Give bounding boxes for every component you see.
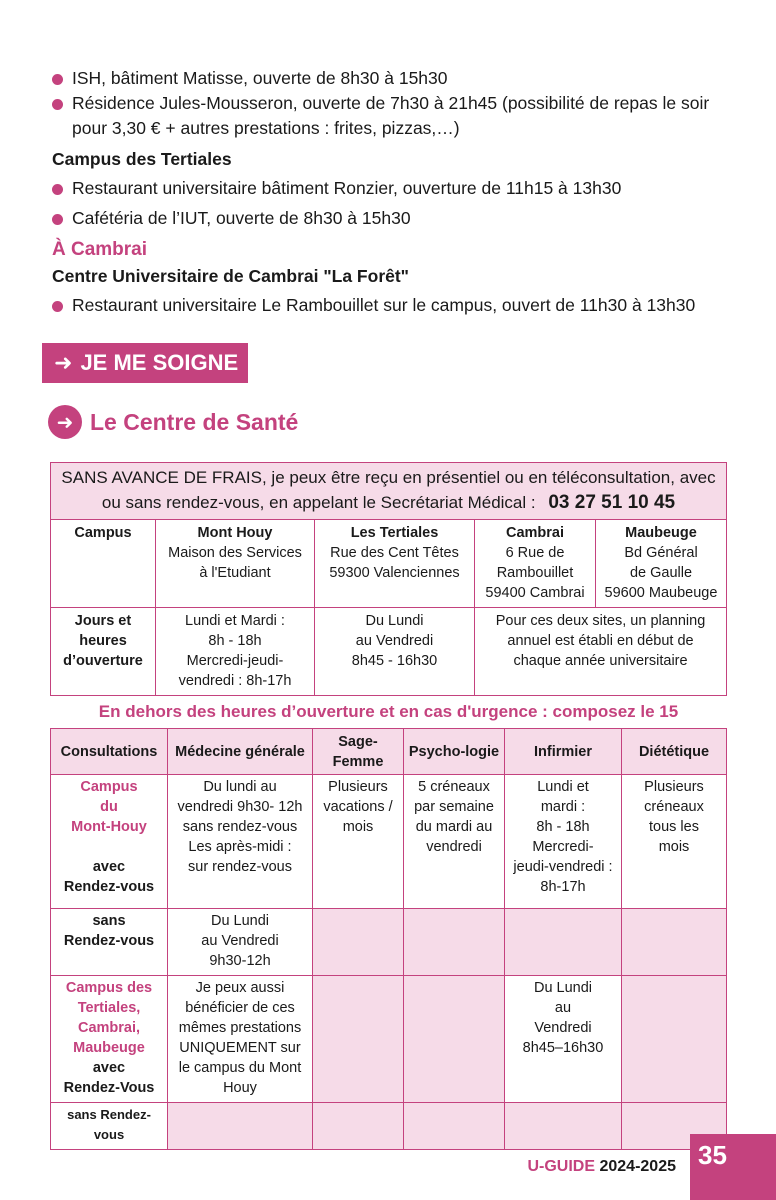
campus-maubeuge xyxy=(596,520,727,608)
row-label-tertiales xyxy=(51,976,168,1103)
campus-address-line: 59400 Cambrai xyxy=(485,585,585,601)
empty-cell xyxy=(505,909,622,976)
empty-cell xyxy=(404,1103,505,1150)
row-label-line: Campus des xyxy=(65,980,153,996)
cell-line: Du Lundi xyxy=(533,980,593,996)
cell-line: sur rendez-vous xyxy=(188,859,292,875)
row-label-line: Rendez-Vous xyxy=(63,1080,155,1096)
header-psychologie: Psycho-logie xyxy=(404,729,505,775)
hours-label xyxy=(51,608,156,696)
intro-cell xyxy=(51,463,727,520)
hours-line: Du Lundi xyxy=(365,613,424,629)
cell-medecine xyxy=(168,775,313,909)
urgence-notice: En dehors des heures d’ouverture et en cas d'urgence : composez le 15 xyxy=(98,702,679,721)
campus-address-line: 59600 Maubeuge xyxy=(604,585,718,601)
cell-line: Houy xyxy=(223,1080,257,1096)
campus-tertiales xyxy=(315,520,475,608)
campus-address-line: Maison des Services xyxy=(168,545,302,561)
cell-line: Je peux aussi xyxy=(195,980,285,996)
empty-cell xyxy=(313,909,404,976)
campus-address-line: Bd Général xyxy=(624,545,698,561)
arrow-right-icon: ➜ xyxy=(54,350,73,375)
hours-line: chaque année universitaire xyxy=(513,653,688,669)
cell-line: le campus du Mont xyxy=(178,1060,302,1076)
campus-name: Cambrai xyxy=(505,525,565,541)
hours-label-line: Jours et xyxy=(74,613,132,629)
hours-mont-houy xyxy=(156,608,315,696)
hours-line: vendredi : 8h-17h xyxy=(178,673,292,689)
cell-line: créneaux xyxy=(644,799,704,815)
cell-sage-femme xyxy=(313,775,404,909)
cell-medecine xyxy=(168,909,313,976)
empty-cell xyxy=(622,976,727,1103)
header-sage-femme: Sage-Femme xyxy=(313,729,404,775)
cell-dietetique xyxy=(622,775,727,909)
header-medecine: Médecine générale xyxy=(168,729,313,775)
campus-mont-houy xyxy=(156,520,315,608)
cell-infirmier xyxy=(505,775,622,909)
row-label-sans-rdv-2: sans Rendez-vous xyxy=(51,1103,168,1150)
section-title-text: Le Centre de Santé xyxy=(90,408,299,435)
brand-year: 2024-2025 xyxy=(599,1158,676,1175)
hours-tertiales xyxy=(315,608,475,696)
hours-line: au Vendredi xyxy=(355,633,434,649)
row-label-line: Mont-Houy xyxy=(71,819,147,835)
cell-medecine xyxy=(168,976,313,1103)
empty-cell xyxy=(404,976,505,1103)
phone-number: 03 27 51 10 45 xyxy=(548,492,676,513)
list-item: Cafétéria de l’IUT, ouverte de 8h30 à 15h30 xyxy=(52,206,742,231)
cell-line: 9h30-12h xyxy=(209,953,271,969)
section-title xyxy=(48,405,298,439)
row-label-line: avec xyxy=(92,1060,126,1076)
hours-line: Pour ces deux sites, un planning xyxy=(495,613,706,629)
centre-sante-table xyxy=(50,462,727,696)
header-dietetique: Diététique xyxy=(622,729,727,775)
header-consultations: Consultations xyxy=(51,729,168,775)
cell-line: UNIQUEMENT sur xyxy=(179,1040,301,1056)
empty-cell xyxy=(313,976,404,1103)
cell-line: vendredi 9h30- 12h xyxy=(177,799,303,815)
empty-cell xyxy=(313,1103,404,1150)
hours-line: Lundi et Mardi : xyxy=(185,613,285,629)
cell-infirmier xyxy=(505,976,622,1103)
header-infirmier: Infirmier xyxy=(505,729,622,775)
campus-name: Mont Houy xyxy=(197,525,273,541)
hours-label-line: heures xyxy=(79,633,127,649)
cell-line: mois xyxy=(342,819,374,835)
hours-line: 8h - 18h xyxy=(208,633,262,649)
campus-cambrai xyxy=(475,520,596,608)
cambrai-title: À Cambrai xyxy=(52,239,148,260)
empty-cell xyxy=(404,909,505,976)
row-label-mont-houy xyxy=(51,775,168,909)
page-footer xyxy=(527,1134,776,1200)
cell-line: Vendredi xyxy=(534,1020,592,1036)
page-number: 35 xyxy=(690,1134,776,1200)
campus-address-line: Rue des Cent Têtes xyxy=(330,545,459,561)
brand-name: U-GUIDE xyxy=(527,1158,596,1175)
campus-name: Les Tertiales xyxy=(350,525,439,541)
row-label-line: Tertiales, xyxy=(77,1000,141,1016)
arrow-circle-icon: ➜ xyxy=(48,405,82,439)
guide-brand xyxy=(527,1158,676,1176)
campus-address-line: à l'Etudiant xyxy=(199,565,271,581)
row-label-line: sans xyxy=(92,913,126,929)
cell-psychologie xyxy=(404,775,505,909)
cell-line: Plusieurs xyxy=(644,779,704,795)
cell-line: tous les xyxy=(649,819,699,835)
cell-line: vacations / xyxy=(323,799,393,815)
cell-line: Plusieurs xyxy=(328,779,388,795)
campus-address-line: de Gaulle xyxy=(629,565,693,581)
row-label-line: Campus xyxy=(80,779,138,795)
row-label-line: du xyxy=(100,799,118,815)
consultations-table xyxy=(50,728,727,1150)
list-item: Restaurant universitaire bâtiment Ronzier, ouverture de 11h15 à 13h30 xyxy=(52,176,742,201)
empty-cell xyxy=(168,1103,313,1150)
row-label-sans-rdv xyxy=(51,909,168,976)
row-label-line: Rendez-vous xyxy=(63,933,155,949)
list-item: Restaurant universitaire Le Rambouillet sur le campus, ouvert de 11h30 à 13h30 xyxy=(52,293,742,318)
cell-line: 5 créneaux xyxy=(418,779,490,795)
cell-line: Du lundi au xyxy=(203,779,277,795)
cell-line: mois xyxy=(658,839,690,855)
cell-line: au Vendredi xyxy=(201,933,279,949)
cell-line: jeudi-vendredi : xyxy=(513,859,613,875)
campus-tertiales-title: Campus des Tertiales xyxy=(52,149,232,169)
hours-label-line: d’ouverture xyxy=(63,653,143,669)
cell-line: Les après-midi : xyxy=(188,839,292,855)
cell-line: mardi : xyxy=(540,799,586,815)
list-item: Résidence Jules-Mousseron, ouverte de 7h30 à 21h45 (possibilité de repas le soir pour 3,30 € + autres prestations : frites, pizzas,…) xyxy=(52,91,742,141)
cell-line: par semaine xyxy=(414,799,494,815)
hours-cambrai-maubeuge xyxy=(475,608,727,696)
row-label-line: avec xyxy=(92,859,126,875)
intro-text: SANS AVANCE DE FRAIS, je peux être reçu en présentiel ou en téléconsultation, avec ou sans rendez-vous, en appelant le Secrétariat Médical : xyxy=(61,468,716,512)
cell-line: Lundi et xyxy=(537,779,589,795)
cell-line: mêmes prestations xyxy=(178,1020,302,1036)
restauration-list xyxy=(52,66,742,318)
cell-line: 8h-17h xyxy=(540,879,586,895)
cell-line: 8h - 18h xyxy=(536,819,590,835)
campus-label: Campus xyxy=(51,520,156,608)
cell-line: au xyxy=(554,1000,572,1016)
hours-line: Mercredi-jeudi- xyxy=(186,653,284,669)
banner-label: JE ME SOIGNE xyxy=(80,350,239,375)
hours-line: 8h45 - 16h30 xyxy=(351,653,438,669)
empty-cell xyxy=(622,909,727,976)
row-label-line: Cambrai, xyxy=(77,1020,141,1036)
campus-address-line: Rambouillet xyxy=(496,565,574,581)
campus-address-line: 59300 Valenciennes xyxy=(329,565,460,581)
list-item: ISH, bâtiment Matisse, ouverte de 8h30 à 15h30 xyxy=(52,66,742,91)
hours-line: annuel est établi en début de xyxy=(507,633,694,649)
je-me-soigne-banner xyxy=(42,343,248,383)
row-label-line: Maubeuge xyxy=(73,1040,145,1056)
cell-line: du mardi au xyxy=(415,819,493,835)
row-label-line: Rendez-vous xyxy=(63,879,155,895)
cell-line: sans rendez-vous xyxy=(182,819,298,835)
campus-address-line: 6 Rue de xyxy=(505,545,565,561)
cell-line: Du Lundi xyxy=(210,913,270,929)
cell-line: 8h45–16h30 xyxy=(522,1040,604,1056)
cambrai-subtitle: Centre Universitaire de Cambrai "La Forêt" xyxy=(52,266,409,286)
cell-line: Mercredi- xyxy=(532,839,594,855)
campus-name: Maubeuge xyxy=(625,525,697,541)
cell-line: vendredi xyxy=(426,839,482,855)
cell-line: bénéficier de ces xyxy=(185,1000,295,1016)
